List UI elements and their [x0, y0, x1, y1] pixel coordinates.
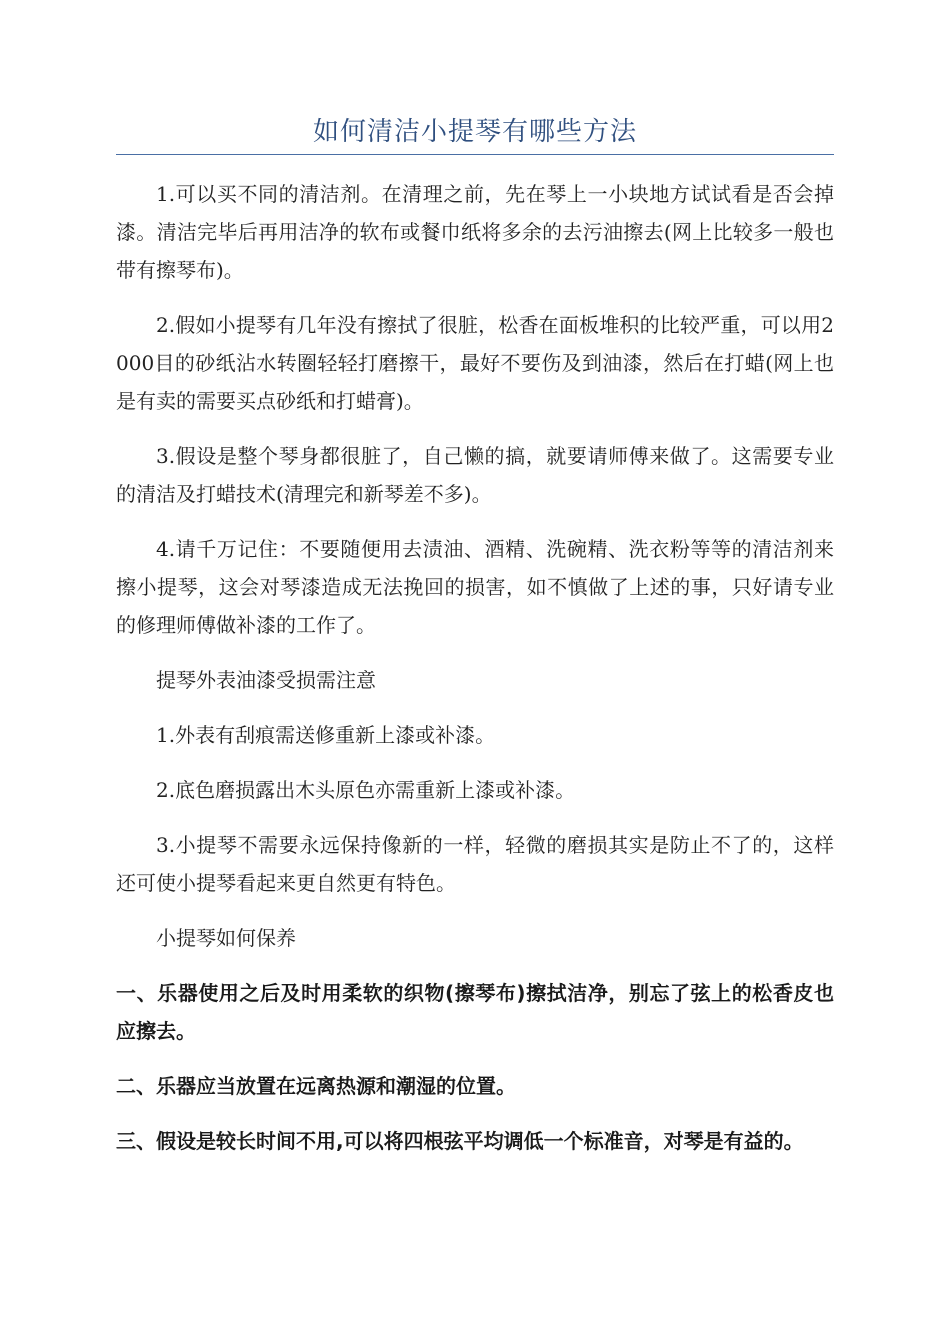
paragraph-sanding: 2.假如小提琴有几年没有擦拭了很脏，松香在面板堆积的比较严重，可以用2000目的砂纸沾水转圈轻轻打磨擦干，最好不要伤及到油漆，然后在打蜡(网上也是有卖的需要买点砂纸和打蜡膏)。 — [116, 313, 834, 413]
maintenance-item-detune: 三、假设是较长时间不用,可以将四根弦平均调低一个标准音，对琴是有益的。 — [116, 1129, 804, 1153]
paint-item-base-color: 2.底色磨损露出木头原色亦需重新上漆或补漆。 — [156, 778, 576, 802]
paragraph-cleaner: 1.可以买不同的清洁剂。在清理之前，先在琴上一小块地方试试看是否会掉漆。清洁完毕后再用洁净的软布或餐巾纸将多余的去污油擦去(网上比较多一般也带有擦琴布)。 — [116, 182, 834, 282]
maintenance-item-storage: 二、乐器应当放置在远离热源和潮湿的位置。 — [116, 1074, 516, 1098]
title-underline — [116, 154, 834, 155]
paragraph-professional: 3.假设是整个琴身都很脏了，自己懒的搞，就要请师傅来做了。这需要专业的清洁及打蜡技术(清理完和新琴差不多)。 — [116, 444, 834, 506]
paint-item-scratches: 1.外表有刮痕需送修重新上漆或补漆。 — [156, 723, 496, 747]
document-title: 如何清洁小提琴有哪些方法 — [312, 117, 637, 147]
document-body — [116, 175, 834, 1177]
section-heading-paint-damage: 提琴外表油漆受损需注意 — [156, 668, 376, 692]
section-heading-maintenance: 小提琴如何保养 — [156, 926, 296, 950]
maintenance-item-wipe: 一、乐器使用之后及时用柔软的织物(擦琴布)擦拭洁净，别忘了弦上的松香皮也应擦去。 — [116, 981, 834, 1043]
paragraph-warning: 4.请千万记住：不要随便用去渍油、酒精、洗碗精、洗衣粉等等的清洁剂来擦小提琴，这会对琴漆造成无法挽回的损害，如不慎做了上述的事，只好请专业的修理师傅做补漆的工作了。 — [116, 537, 834, 637]
paint-item-wear: 3.小提琴不需要永远保持像新的一样，轻微的磨损其实是防止不了的，这样还可使小提琴看起来更自然更有特色。 — [116, 833, 834, 895]
